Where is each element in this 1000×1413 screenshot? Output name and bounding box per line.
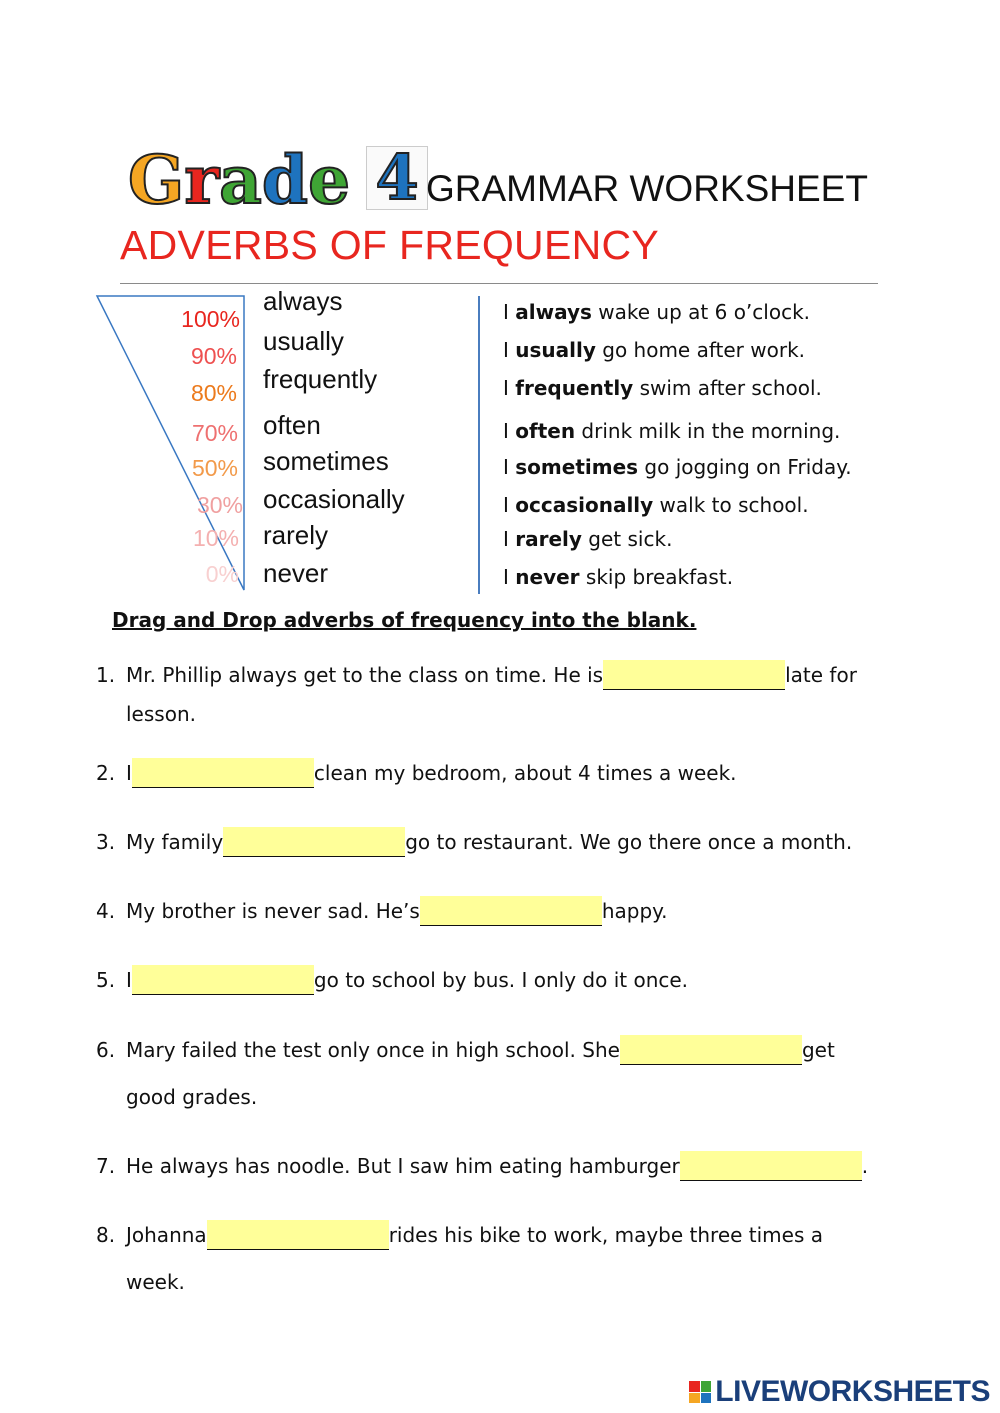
column-divider bbox=[478, 296, 480, 594]
example-sentence bbox=[503, 338, 805, 362]
question-number: 5. bbox=[96, 968, 116, 992]
question-text-before: I bbox=[126, 968, 132, 992]
question-text-after: get bbox=[801, 1038, 835, 1062]
logo-letter-r: r bbox=[184, 141, 220, 219]
example-post: go home after work. bbox=[595, 338, 806, 362]
answer-blank-7[interactable] bbox=[680, 1151, 862, 1181]
example-adverb: occasionally bbox=[515, 493, 654, 517]
question-number: 8. bbox=[96, 1223, 116, 1247]
adverb-label: occasionally bbox=[263, 484, 405, 514]
percent-label: 0% bbox=[205, 561, 239, 587]
logo-digit: 4 bbox=[375, 141, 419, 214]
question-text-before: Mary failed the test only once in high school. She bbox=[126, 1038, 620, 1062]
example-post: wake up at 6 o’clock. bbox=[591, 300, 811, 324]
question-7 bbox=[96, 1151, 868, 1181]
example-pre: I bbox=[503, 455, 516, 479]
example-adverb: usually bbox=[515, 338, 596, 362]
example-sentence bbox=[503, 419, 840, 443]
question-text-before: My family bbox=[126, 830, 224, 854]
question-text-after: late for bbox=[785, 663, 857, 687]
question-1 bbox=[96, 660, 857, 726]
example-pre: I bbox=[503, 527, 516, 551]
question-number: 3. bbox=[96, 830, 116, 854]
liveworksheets-logo[interactable] bbox=[689, 1375, 990, 1409]
question-8 bbox=[96, 1220, 823, 1294]
question-number: 1. bbox=[96, 663, 116, 687]
example-post: go jogging on Friday. bbox=[638, 455, 852, 479]
question-number: 4. bbox=[96, 899, 116, 923]
percent-label: 70% bbox=[191, 420, 238, 446]
answer-blank-8[interactable] bbox=[207, 1220, 389, 1250]
logo-letter-e: e bbox=[308, 141, 351, 219]
example-adverb: sometimes bbox=[515, 455, 639, 479]
adverb-label: sometimes bbox=[263, 446, 389, 476]
question-text-after: . bbox=[861, 1154, 869, 1178]
question-text-after: clean my bedroom, about 4 times a week. bbox=[313, 761, 737, 785]
question-number: 2. bbox=[96, 761, 116, 785]
question-continuation: lesson. bbox=[126, 702, 196, 726]
answer-blank-6[interactable] bbox=[620, 1035, 802, 1065]
question-number: 7. bbox=[96, 1154, 116, 1178]
question-6 bbox=[96, 1035, 835, 1109]
question-4 bbox=[96, 896, 667, 926]
question-text-before: I bbox=[126, 761, 132, 785]
percent-label: 90% bbox=[190, 343, 237, 369]
example-sentence bbox=[503, 455, 852, 479]
example-adverb: rarely bbox=[515, 527, 582, 551]
liveworksheets-icon bbox=[689, 1381, 711, 1403]
instruction-heading: Drag and Drop adverbs of frequency into the blank. bbox=[112, 608, 697, 632]
question-continuation: week. bbox=[126, 1270, 185, 1294]
grade-logo bbox=[128, 140, 428, 219]
question-text-after: happy. bbox=[601, 899, 668, 923]
question-5 bbox=[96, 965, 688, 995]
example-post: skip breakfast. bbox=[579, 565, 734, 589]
percent-label: 30% bbox=[196, 492, 243, 518]
adverb-label: always bbox=[263, 286, 343, 316]
logo-digit-box bbox=[366, 141, 428, 214]
example-adverb: frequently bbox=[515, 376, 634, 400]
percent-label: 80% bbox=[190, 380, 237, 406]
title-divider bbox=[120, 283, 878, 284]
logo-letter-g: G bbox=[128, 141, 185, 219]
page-title: ADVERBS OF FREQUENCY bbox=[120, 222, 660, 268]
example-pre: I bbox=[503, 300, 516, 324]
example-post: swim after school. bbox=[633, 376, 822, 400]
adverb-label: usually bbox=[263, 326, 344, 356]
example-adverb: never bbox=[515, 565, 580, 589]
adverb-label: never bbox=[263, 558, 329, 588]
question-text-after: go to school by bus. I only do it once. bbox=[313, 968, 689, 992]
answer-blank-4[interactable] bbox=[420, 896, 602, 926]
worksheet-title: GRAMMAR WORKSHEET bbox=[426, 168, 868, 209]
adverb-label: often bbox=[263, 410, 321, 440]
example-sentence bbox=[503, 565, 733, 589]
example-sentence bbox=[503, 527, 672, 551]
percent-label: 50% bbox=[191, 455, 238, 481]
adverb-label: frequently bbox=[263, 364, 378, 394]
logo-letter-d: d bbox=[261, 141, 309, 219]
liveworksheets-brand: LIVEWORKSHEETS bbox=[715, 1375, 990, 1408]
example-post: get sick. bbox=[581, 527, 673, 551]
example-adverb: often bbox=[515, 419, 576, 443]
example-pre: I bbox=[503, 565, 516, 589]
question-text-before: He always has noodle. But I saw him eating hamburger bbox=[126, 1154, 680, 1178]
question-text-before: My brother is never sad. He’s bbox=[126, 899, 420, 923]
percent-label: 100% bbox=[181, 306, 240, 332]
question-text-before: Mr. Phillip always get to the class on time. He is bbox=[126, 663, 604, 687]
example-adverb: always bbox=[515, 300, 592, 324]
answer-blank-5[interactable] bbox=[132, 965, 314, 995]
example-sentence bbox=[503, 493, 809, 517]
question-2 bbox=[96, 758, 737, 788]
logo-letter-a: a bbox=[219, 141, 262, 219]
example-post: drink milk in the morning. bbox=[575, 419, 841, 443]
question-text-after: go to restaurant. We go there once a month. bbox=[405, 830, 853, 854]
question-number: 6. bbox=[96, 1038, 116, 1062]
example-sentence bbox=[503, 300, 810, 324]
answer-blank-3[interactable] bbox=[223, 827, 405, 857]
question-3 bbox=[96, 827, 852, 857]
percent-label: 10% bbox=[192, 525, 239, 551]
answer-blank-1[interactable] bbox=[603, 660, 785, 690]
example-pre: I bbox=[503, 419, 516, 443]
question-continuation: good grades. bbox=[126, 1085, 258, 1109]
example-sentence bbox=[503, 376, 822, 400]
answer-blank-2[interactable] bbox=[132, 758, 314, 788]
example-post: walk to school. bbox=[653, 493, 809, 517]
question-text-before: Johanna bbox=[126, 1223, 207, 1247]
question-text-after: rides his bike to work, maybe three times a bbox=[388, 1223, 824, 1247]
example-pre: I bbox=[503, 338, 516, 362]
example-pre: I bbox=[503, 493, 516, 517]
example-pre: I bbox=[503, 376, 516, 400]
adverb-label: rarely bbox=[263, 520, 329, 550]
